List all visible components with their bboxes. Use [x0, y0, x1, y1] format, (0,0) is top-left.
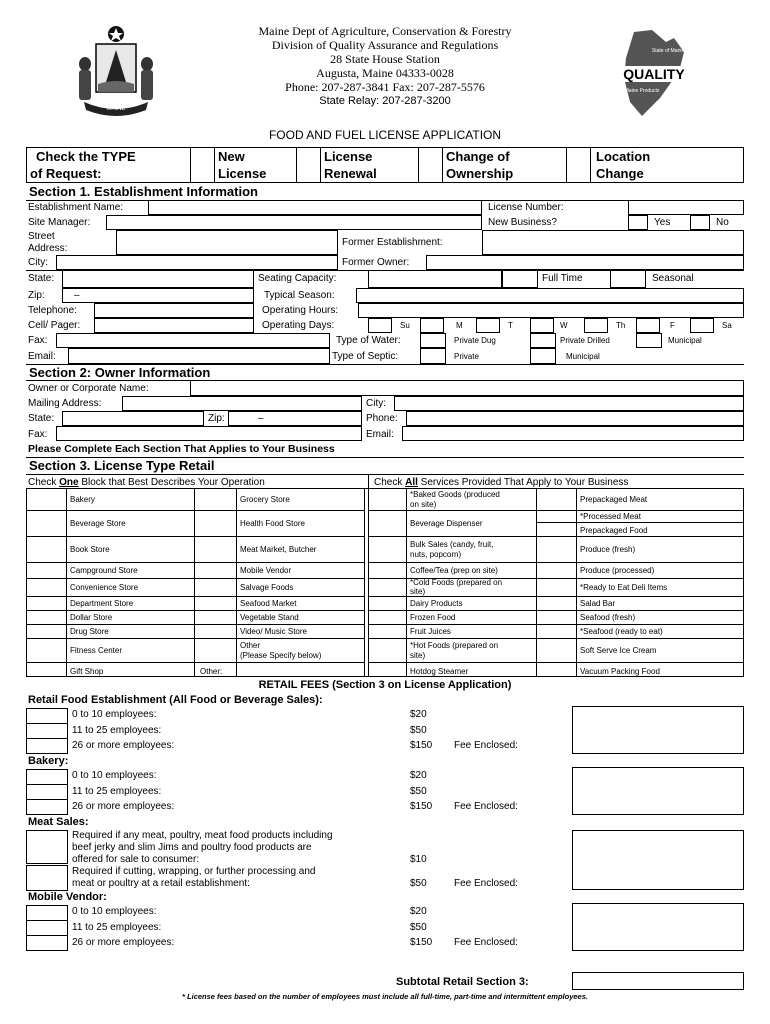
- bakery-tier-2-label: 11 to 25 employees:: [72, 786, 162, 797]
- svc-hot-foods-2: site): [410, 651, 426, 660]
- opt-convenience-store: Convenience Store: [70, 583, 139, 592]
- svc-vacuum-packing: Vacuum Packing Food: [580, 667, 660, 676]
- seasonal-label: Seasonal: [652, 273, 694, 284]
- complete-sections-note: Please Complete Each Section That Applies to Your Business: [28, 443, 335, 455]
- new-business-label: New Business?: [488, 217, 557, 228]
- owner-fax-field[interactable]: [56, 426, 362, 441]
- new-license-l1: New: [218, 149, 245, 164]
- col4-checkbox-column[interactable]: [537, 489, 575, 676]
- svc-soft-serve: Soft Serve Ice Cream: [580, 646, 657, 655]
- owner-zip-label: Zip:: [208, 413, 225, 424]
- header-line-5: Phone: 207-287-3841 Fax: 207-287-5576: [285, 80, 485, 94]
- address-label: Address:: [28, 243, 68, 254]
- checkbox-retail-tier-2[interactable]: [26, 723, 68, 739]
- opt-vegetable-stand: Vegetable Stand: [240, 613, 299, 622]
- checkbox-retail-tier-1[interactable]: [26, 708, 68, 724]
- svg-text:MAINE: MAINE: [106, 106, 126, 112]
- water-private-dug-label: Private Dug: [454, 336, 496, 345]
- opt-book-store: Book Store: [70, 545, 110, 554]
- checkbox-mobile-tier-2[interactable]: [26, 920, 68, 936]
- col1-checkbox-column[interactable]: [27, 489, 65, 676]
- svc-fruit-juices: Fruit Juices: [410, 627, 451, 636]
- section3-title: Section 3. License Type Retail: [29, 458, 215, 473]
- seating-capacity-field[interactable]: [368, 270, 502, 288]
- mobile-fee-enclosed-field[interactable]: [572, 903, 744, 951]
- other-specify-field[interactable]: [228, 663, 362, 676]
- owner-email-field[interactable]: [402, 426, 744, 441]
- water-private-drilled-label: Private Drilled: [560, 336, 610, 345]
- svc-baked-goods: *Baked Goods (produced: [410, 490, 500, 499]
- owner-name-label: Owner or Corporate Name:: [28, 383, 149, 394]
- retail-tier-3-label: 26 or more employees:: [72, 740, 175, 751]
- mobile-vendor-title: Mobile Vendor:: [28, 891, 107, 903]
- day-th-label: Th: [616, 321, 626, 330]
- location-l2: Change: [596, 166, 644, 181]
- checkbox-day-f[interactable]: [636, 318, 660, 333]
- opt-beverage-store: Beverage Store: [70, 519, 126, 528]
- day-su-label: Su: [400, 321, 410, 330]
- zip-dash: –: [74, 290, 80, 301]
- checkbox-new-business-yes[interactable]: [628, 215, 648, 230]
- septic-private-label: Private: [454, 352, 479, 361]
- checkbox-water-private-drilled[interactable]: [530, 333, 556, 348]
- mobile-tier-2-label: 11 to 25 employees:: [72, 922, 162, 933]
- retail-tier-1-label: 0 to 10 employees:: [72, 709, 157, 720]
- no-label: No: [716, 217, 729, 228]
- checkbox-day-w[interactable]: [530, 318, 554, 333]
- former-owner-field[interactable]: [426, 255, 744, 270]
- day-t-label: T: [508, 321, 513, 330]
- license-number-label: License Number:: [488, 202, 564, 213]
- header-line-4: Augusta, Maine 04333-0028: [316, 66, 454, 80]
- septic-municipal-label: Municipal: [566, 352, 600, 361]
- quality-text: QUALITY: [623, 66, 685, 82]
- retail-fee-enclosed-field[interactable]: [572, 706, 744, 754]
- mobile-tier-2-amount: $50: [410, 922, 427, 933]
- cell-pager-field[interactable]: [94, 318, 254, 333]
- meat-sales-title: Meat Sales:: [28, 816, 89, 828]
- opt-mobile-vendor: Mobile Vendor: [240, 566, 292, 575]
- day-sa-label: Sa: [722, 321, 732, 330]
- bakery-tier-1-amount: $20: [410, 770, 427, 781]
- opt-other: Other: [240, 641, 261, 650]
- svc-cold-foods-2: site): [410, 587, 426, 596]
- checkbox-day-m[interactable]: [420, 318, 444, 333]
- retail-tier-1-amount: $20: [410, 709, 427, 720]
- opt-seafood-market: Seafood Market: [240, 599, 297, 608]
- zip-label: Zip:: [28, 290, 45, 301]
- checkbox-license-renewal[interactable]: [296, 147, 321, 183]
- checkbox-day-t[interactable]: [476, 318, 500, 333]
- svc-beverage-dispenser: Beverage Dispenser: [410, 519, 483, 528]
- fax-field[interactable]: [56, 333, 330, 348]
- map-sub-text: Maine Products: [624, 88, 660, 94]
- col2-checkbox-column[interactable]: [195, 489, 235, 676]
- checkbox-change-ownership[interactable]: [418, 147, 443, 183]
- meat-amount-1: $10: [410, 854, 427, 865]
- owner-name-field[interactable]: [190, 380, 744, 396]
- fax-label: Fax:: [28, 335, 48, 346]
- checkbox-bakery-tier-3[interactable]: [26, 799, 68, 815]
- seating-capacity-label: Seating Capacity:: [258, 273, 337, 284]
- yes-label: Yes: [654, 217, 671, 228]
- location-l1: Location: [596, 149, 651, 164]
- col3-checkbox-column[interactable]: [369, 489, 405, 676]
- meat-amount-2: $50: [410, 878, 427, 889]
- former-establishment-label: Former Establishment:: [342, 237, 443, 248]
- mobile-tier-1-amount: $20: [410, 906, 427, 917]
- typical-season-field[interactable]: [356, 288, 744, 303]
- checkbox-meat-sales-10[interactable]: [26, 830, 68, 864]
- subtotal-label: Subtotal Retail Section 3:: [396, 976, 529, 988]
- checkbox-new-business-no[interactable]: [690, 215, 710, 230]
- former-establishment-field[interactable]: [482, 230, 744, 255]
- header-state-relay: State Relay: 207-287-3200: [319, 95, 451, 107]
- city-label: City:: [28, 257, 48, 268]
- left-instruction: Check One Block that Best Describes Your Operation: [28, 477, 265, 488]
- retail-tier-3-amount: $150: [410, 740, 433, 751]
- checkbox-water-private-dug[interactable]: [420, 333, 446, 348]
- street-address-field[interactable]: [116, 230, 338, 255]
- meat-text2-line2: meat or poultry at a retail establishment:: [72, 878, 250, 889]
- new-license-l2: License: [218, 166, 267, 181]
- retail-fee-enclosed-label: Fee Enclosed:: [454, 740, 518, 751]
- opt-gift-shop: Gift Shop: [70, 667, 104, 676]
- svc-prepackaged-food: Prepackaged Food: [580, 526, 648, 535]
- svc-dairy-products: Dairy Products: [410, 599, 463, 608]
- checkbox-retail-tier-3[interactable]: [26, 738, 68, 754]
- full-time-label: Full Time: [542, 273, 583, 284]
- owner-zip-dash: –: [258, 413, 264, 424]
- license-number-field[interactable]: [628, 200, 744, 215]
- svc-seafood-fresh: Seafood (fresh): [580, 613, 636, 622]
- svc-hot-foods: *Hot Foods (prepared on: [410, 641, 499, 650]
- bakery-fees-title: Bakery:: [28, 755, 69, 767]
- opt-bakery: Bakery: [70, 495, 95, 504]
- telephone-field[interactable]: [94, 303, 254, 318]
- form-title: FOOD AND FUEL LICENSE APPLICATION: [268, 128, 502, 142]
- svc-salad-bar: Salad Bar: [580, 599, 616, 608]
- owner-city-field[interactable]: [394, 396, 744, 411]
- day-f-label: F: [670, 321, 675, 330]
- checkbox-location-change[interactable]: [566, 147, 591, 183]
- type-of-water-label: Type of Water:: [336, 335, 401, 346]
- retail-tier-2-label: 11 to 25 employees:: [72, 725, 162, 736]
- svc-prepackaged-meat: Prepackaged Meat: [580, 495, 648, 504]
- typical-season-label: Typical Season:: [264, 290, 335, 301]
- svc-frozen-food: Frozen Food: [410, 613, 456, 622]
- svc-seafood-ready: *Seafood (ready to eat): [580, 627, 663, 636]
- site-manager-field[interactable]: [106, 215, 482, 230]
- checkbox-mobile-tier-3[interactable]: [26, 935, 68, 951]
- day-m-label: M: [456, 321, 463, 330]
- owner-email-label: Email:: [366, 429, 394, 440]
- section2-title: Section 2: Owner Information: [29, 365, 211, 380]
- meat-fee-enclosed-label: Fee Enclosed:: [454, 878, 518, 889]
- owner-fax-label: Fax:: [28, 429, 48, 440]
- footnote: * License fees based on the number of employees must include all full-time, part-time and intermittent employees.: [182, 992, 588, 1001]
- state-label: State:: [28, 273, 55, 284]
- request-type-label-2: of Request:: [30, 166, 102, 181]
- mobile-tier-3-label: 26 or more employees:: [72, 937, 175, 948]
- opt-fitness-center: Fitness Center: [70, 646, 123, 655]
- meat-text1-line2: beef jerky and slim Jims and poultry food products are: [72, 842, 312, 853]
- bakery-tier-1-label: 0 to 10 employees:: [72, 770, 157, 781]
- checkbox-septic-municipal[interactable]: [530, 348, 556, 364]
- quality-maine-products-logo: [612, 28, 692, 120]
- bakery-tier-2-amount: $50: [410, 786, 427, 797]
- header-line-2: Division of Quality Assurance and Regulations: [271, 38, 499, 52]
- other-label: Other:: [200, 667, 223, 676]
- svc-bulk-sales-2: nuts, popcorn): [410, 550, 462, 559]
- svc-produce-processed: Produce (processed): [580, 566, 655, 575]
- opt-salvage-foods: Salvage Foods: [240, 583, 294, 592]
- bakery-fee-enclosed-field[interactable]: [572, 767, 744, 815]
- state-field[interactable]: [62, 270, 254, 288]
- checkbox-water-municipal[interactable]: [636, 333, 662, 348]
- day-w-label: W: [560, 321, 568, 330]
- email-field[interactable]: [68, 348, 330, 364]
- request-type-label-1: Check the TYPE: [36, 149, 136, 164]
- mobile-fee-enclosed-label: Fee Enclosed:: [454, 937, 518, 948]
- checkbox-day-su[interactable]: [368, 318, 392, 333]
- opt-meat-market: Meat Market, Butcher: [240, 545, 317, 554]
- opt-dollar-store: Dollar Store: [70, 613, 113, 622]
- mailing-address-label: Mailing Address:: [28, 398, 102, 409]
- opt-video-music-store: Video/ Music Store: [240, 627, 307, 636]
- owner-state-label: State:: [28, 413, 55, 424]
- establishment-name-label: Establishment Name:: [28, 202, 124, 213]
- former-owner-label: Former Owner:: [342, 257, 410, 268]
- svc-cold-foods: *Cold Foods (prepared on: [410, 578, 503, 587]
- checkbox-new-license[interactable]: [190, 147, 215, 183]
- checkbox-meat-sales-50[interactable]: [26, 865, 68, 891]
- retail-tier-2-amount: $50: [410, 725, 427, 736]
- map-state-text: State of Maine: [651, 48, 685, 54]
- retail-fees-title: RETAIL FEES (Section 3 on License Application): [258, 679, 512, 691]
- svc-hotdog-steamer: Hotdog Steamer: [410, 667, 469, 676]
- header-line-1: Maine Dept of Agriculture, Conservation & Forestry: [258, 24, 512, 38]
- bakery-fee-enclosed-label: Fee Enclosed:: [454, 801, 518, 812]
- establishment-name-field[interactable]: [148, 200, 482, 215]
- checkbox-septic-private[interactable]: [420, 348, 446, 364]
- mailing-address-field[interactable]: [122, 396, 362, 411]
- svc-coffee-tea: Coffee/Tea (prep on site): [410, 566, 498, 575]
- subtotal-field[interactable]: [572, 972, 744, 990]
- zip-field[interactable]: [62, 288, 254, 303]
- water-municipal-label: Municipal: [668, 336, 702, 345]
- ownership-l2: Ownership: [446, 166, 514, 181]
- renewal-l1: License: [324, 149, 373, 164]
- opt-health-food-store: Health Food Store: [240, 519, 305, 528]
- svc-baked-goods-2: on site): [410, 500, 437, 509]
- section1-title: Section 1. Establishment Information: [29, 184, 258, 199]
- ownership-l1: Change of: [446, 149, 510, 164]
- opt-other-specify: (Please Specify below): [240, 651, 322, 660]
- owner-phone-field[interactable]: [406, 411, 744, 426]
- svc-processed-meat: *Processed Meat: [580, 512, 641, 521]
- meat-text1-line3: offered for sale to consumer:: [72, 854, 200, 865]
- right-instruction: Check All Services Provided That Apply to Your Business: [374, 477, 629, 488]
- owner-state-field[interactable]: [62, 411, 204, 426]
- mobile-tier-1-label: 0 to 10 employees:: [72, 906, 157, 917]
- svc-ready-to-eat-deli: *Ready to Eat Deli Items: [580, 583, 668, 592]
- meat-fee-enclosed-field[interactable]: [572, 830, 744, 890]
- checkbox-full-time[interactable]: [502, 270, 538, 288]
- cell-pager-label: Cell/ Pager:: [28, 320, 81, 331]
- opt-campground-store: Campground Store: [70, 566, 138, 575]
- checkbox-day-sa[interactable]: [690, 318, 714, 333]
- checkbox-bakery-tier-2[interactable]: [26, 784, 68, 800]
- operating-hours-field[interactable]: [358, 303, 744, 318]
- opt-drug-store: Drug Store: [70, 627, 109, 636]
- operating-hours-label: Operating Hours:: [262, 305, 339, 316]
- svc-bulk-sales: Bulk Sales (candy, fruit,: [410, 540, 494, 549]
- owner-phone-label: Phone:: [366, 413, 398, 424]
- site-manager-label: Site Manager:: [28, 217, 91, 228]
- meat-text2-line1: Required if cutting, wrapping, or further processing and: [72, 866, 316, 877]
- type-of-septic-label: Type of Septic:: [332, 351, 399, 362]
- checkbox-day-th[interactable]: [584, 318, 608, 333]
- email-label: Email:: [28, 351, 56, 362]
- meat-text1-line1: Required if any meat, poultry, meat food products including: [72, 830, 333, 841]
- opt-grocery-store: Grocery Store: [240, 495, 290, 504]
- owner-city-label: City:: [366, 398, 386, 409]
- telephone-label: Telephone:: [28, 305, 77, 316]
- renewal-l2: Renewal: [324, 166, 377, 181]
- mobile-tier-3-amount: $150: [410, 937, 433, 948]
- operating-days-label: Operating Days:: [262, 320, 335, 331]
- checkbox-seasonal[interactable]: [610, 270, 646, 288]
- retail-food-title: Retail Food Establishment (All Food or Beverage Sales):: [28, 694, 323, 706]
- header-line-3: 28 State House Station: [330, 52, 440, 66]
- checkbox-mobile-tier-1[interactable]: [26, 905, 68, 921]
- city-field[interactable]: [56, 255, 338, 270]
- bakery-tier-3-label: 26 or more employees:: [72, 801, 175, 812]
- owner-zip-field[interactable]: [228, 411, 362, 426]
- checkbox-bakery-tier-1[interactable]: [26, 769, 68, 785]
- bakery-tier-3-amount: $150: [410, 801, 433, 812]
- svc-produce-fresh: Produce (fresh): [580, 545, 636, 554]
- street-label: Street: [28, 231, 55, 242]
- opt-department-store: Department Store: [70, 599, 134, 608]
